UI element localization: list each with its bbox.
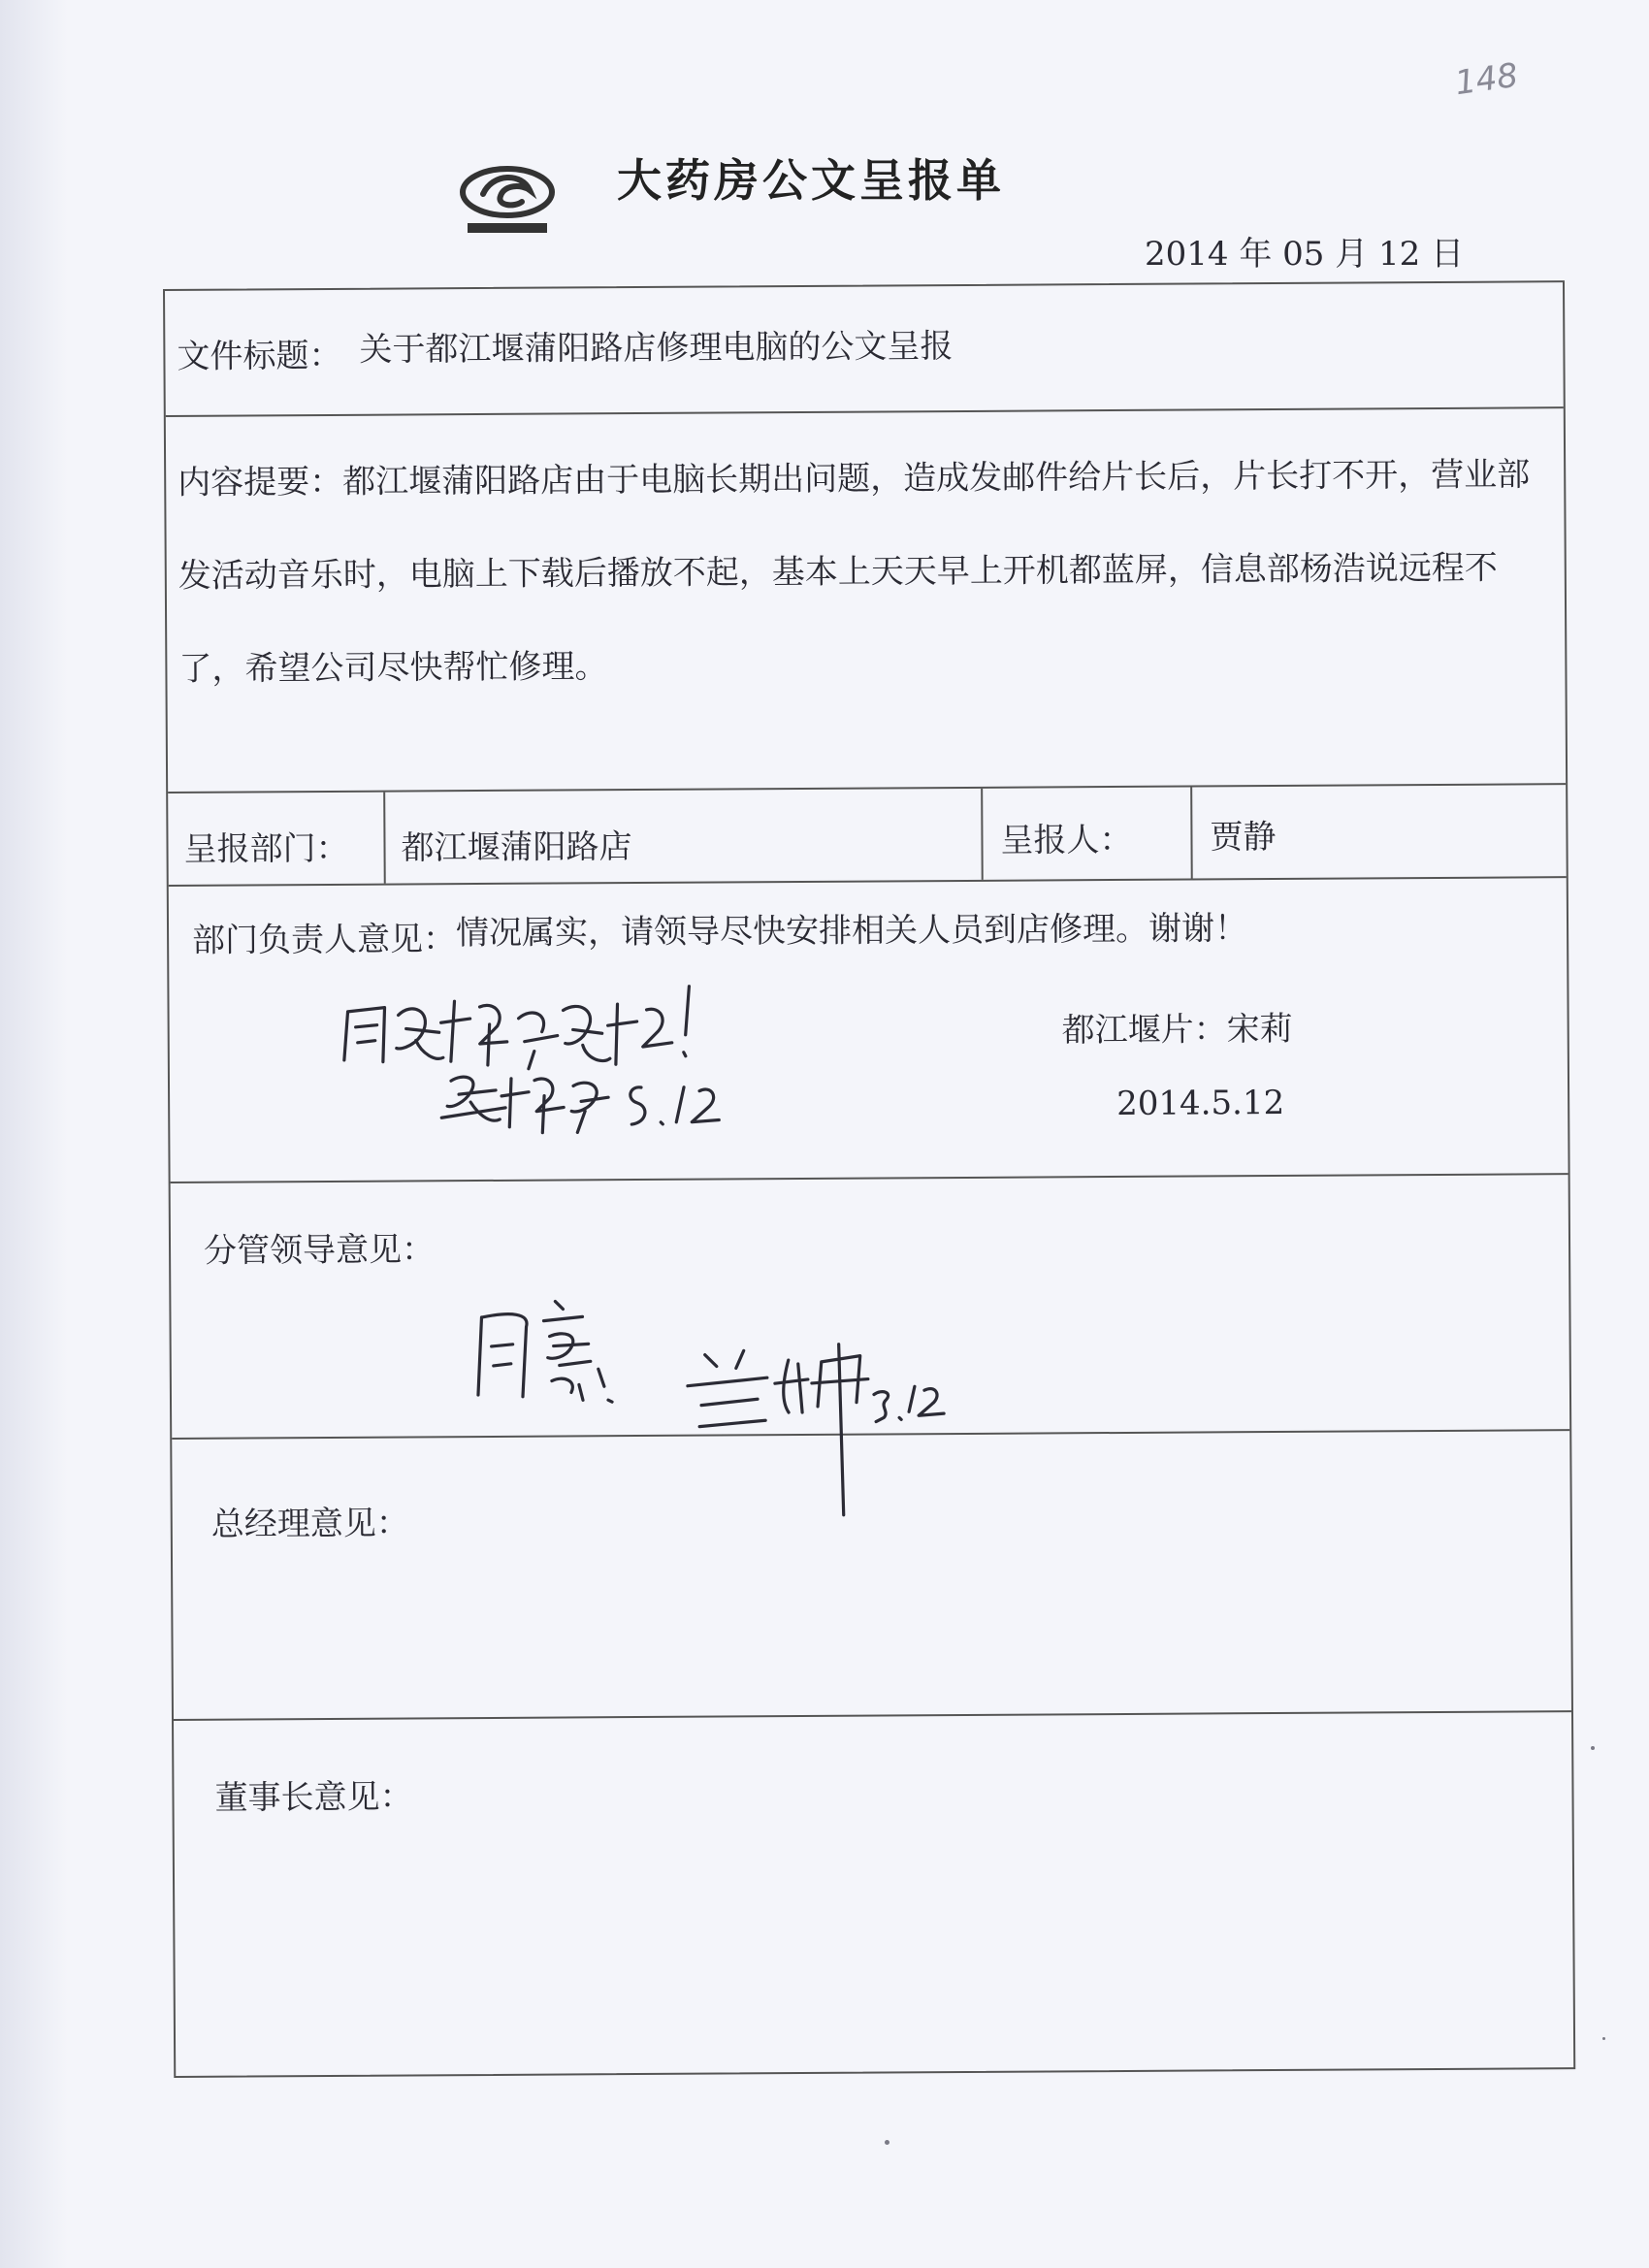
dept-row <box>168 785 1567 887</box>
dept-head-date: 2014.5.12 <box>1116 1083 1285 1124</box>
summary-label: 内容提要： <box>178 462 343 502</box>
summary-text: 都江堰蒲阳路店由于电脑长期出问题，造成发邮件给片长后，片长打不开，营业部发活动音乐时，电脑上下载后播放不起，基本上天天早上开机都蓝屏，信息部杨浩说远程不了，希望公司尽快帮忙修理。 <box>178 455 1531 689</box>
gm-label: 总经理意见： <box>210 1504 409 1544</box>
reporter-value: 贾静 <box>1210 818 1277 858</box>
page-number: 148 <box>1452 55 1521 104</box>
file-title-label: 文件标题： <box>177 336 342 376</box>
scan-speck <box>885 2140 889 2145</box>
area-label: 都江堰片： <box>1061 1010 1227 1051</box>
leader-row <box>171 1175 1570 1440</box>
dept-label: 呈报部门： <box>183 828 349 869</box>
report-form <box>163 280 1575 2078</box>
area-manager: 宋莉 <box>1226 1009 1293 1050</box>
document-date: 2014 年 05 月 12 日 <box>1145 235 1465 274</box>
scan-speck <box>1602 2037 1605 2040</box>
dept-head-row <box>169 878 1568 1183</box>
divider <box>1190 788 1193 879</box>
gm-row <box>172 1431 1571 1721</box>
company-logo-icon <box>454 163 561 239</box>
summary-row <box>166 408 1566 794</box>
chairman-label: 董事长意见： <box>214 1777 413 1818</box>
chairman-row <box>174 1712 1573 2080</box>
reporter-label: 呈报人： <box>1000 820 1133 860</box>
dept-head-label: 部门负责人意见： <box>191 920 457 960</box>
leader-label: 分管领导意见： <box>203 1230 436 1271</box>
handwritten-approval-note-1 <box>334 970 742 1138</box>
scan-speck <box>1591 1746 1595 1750</box>
document-title: 大药房公文呈报单 <box>617 154 1005 207</box>
dept-value: 都江堰蒲阳路店 <box>401 827 632 868</box>
scan-shadow <box>0 0 68 2268</box>
file-title-value: 关于都江堰蒲阳路店修理电脑的公文呈报 <box>359 327 954 370</box>
file-title-row <box>165 282 1564 417</box>
summary-paragraph <box>178 428 1557 716</box>
dept-head-text: 情况属实，请领导尽快安排相关人员到店修理。谢谢！ <box>455 909 1248 954</box>
divider <box>981 789 984 880</box>
divider <box>383 793 386 884</box>
